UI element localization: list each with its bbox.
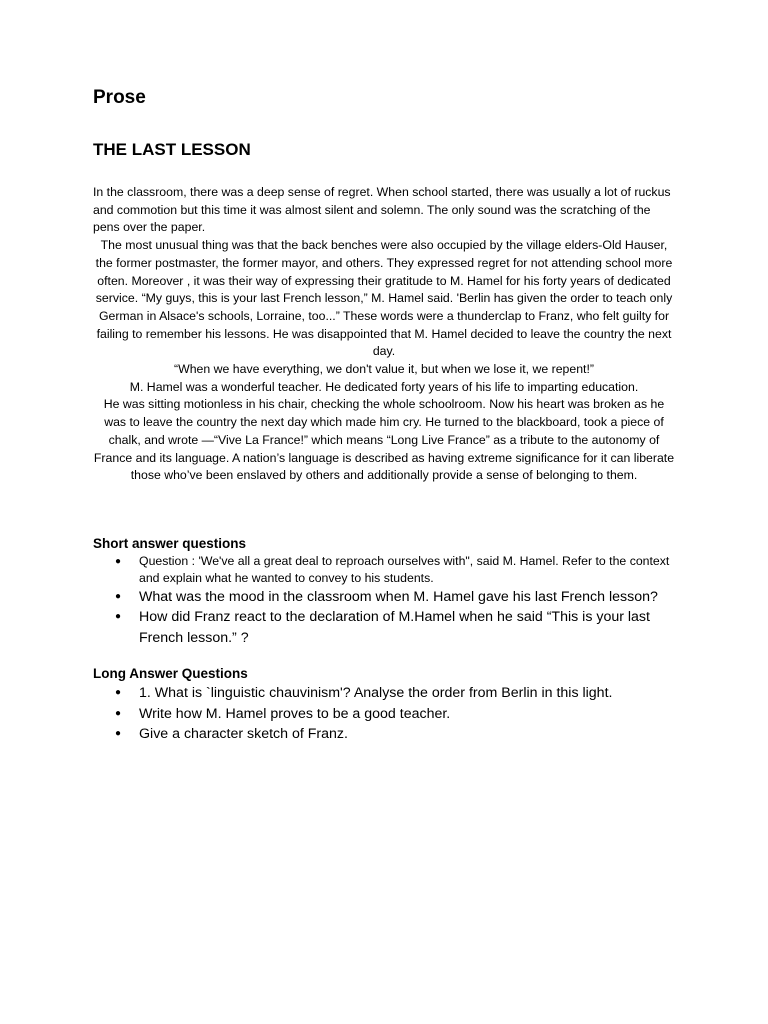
- section-heading: Prose: [93, 87, 146, 108]
- paragraph-back-benches: The most unusual thing was that the back benches were also occupied by the village elders-Old Hauser, the former postmaster, the former mayor, and others. They expressed regret for not attending school more often. Moreover , it was their way of expressing their gratitude to M. Hamel for his forty years of dedicated service. “My guys, this is your last French lesson,” M. Hamel said. 'Berlin has given the order to teach only German in Alsace's schools, Lorraine, too...” These words were a thunderclap to Franz, who felt guilty for failing to remember his lessons. He was disappointed that M. Hamel decided to leave the country the next day.: [95, 238, 673, 359]
- bullet-icon: ●: [115, 707, 122, 719]
- paragraph-intro: In the classroom, there was a deep sense of regret. When school started, there was usually a lot of ruckus and commotion but this time it was almost silent and solemn. The only sound was the scratching of the pens over the paper.: [93, 185, 671, 235]
- long-answer-heading: Long Answer Questions: [93, 666, 248, 682]
- question-text: Write how M. Hamel proves to be a good teacher.: [139, 705, 451, 722]
- question-text: Question : 'We've all a great deal to reproach ourselves with", said M. Hamel. Refer to the context and explain what he wanted to convey to his students.: [139, 553, 670, 585]
- list-item: [93, 607, 675, 648]
- list-item: [93, 683, 675, 704]
- short-answer-list: [93, 553, 675, 649]
- paragraph-vive-la-france: He was sitting motionless in his chair, checking the whole schoolroom. Now his heart was broken as he was to leave the country the next day which made him cry. He turned to the blackboard, took a piece of chalk, and wrote —“Vive La France!” which means “Long Live France” as a tribute to the autonomy of France and its language. A nation’s language is described as having extreme significance for it can liberate those who’ve been enslaved by others and additionally provide a sense of belonging to them.: [93, 397, 675, 483]
- question-text: 1. What is `linguistic chauvinism'? Analyse the order from Berlin in this light.: [139, 685, 613, 702]
- list-item: [93, 724, 675, 745]
- short-answer-heading: Short answer questions: [93, 535, 247, 551]
- paragraph-quote: “When we have everything, we don't value it, but when we lose it, we repent!”: [174, 362, 594, 377]
- bullet-icon: ●: [115, 590, 122, 602]
- list-item: [93, 553, 675, 587]
- bullet-icon: ●: [115, 611, 122, 623]
- question-text: What was the mood in the classroom when M. Hamel gave his last French lesson?: [139, 588, 658, 605]
- long-answer-list: [93, 683, 675, 745]
- question-text: How did Franz react to the declaration of M.Hamel when he said “This is your last French lesson.” ?: [139, 609, 650, 646]
- paragraph-teacher: M. Hamel was a wonderful teacher. He dedicated forty years of his life to imparting education.: [129, 379, 639, 394]
- question-text: Give a character sketch of Franz.: [139, 726, 348, 743]
- chapter-title: THE LAST LESSON: [93, 140, 251, 159]
- bullet-icon: ●: [115, 687, 122, 699]
- bullet-icon: ●: [115, 555, 122, 567]
- bullet-icon: ●: [115, 728, 122, 740]
- list-item: [93, 704, 675, 725]
- document-page: [93, 86, 675, 745]
- list-item: [93, 587, 675, 608]
